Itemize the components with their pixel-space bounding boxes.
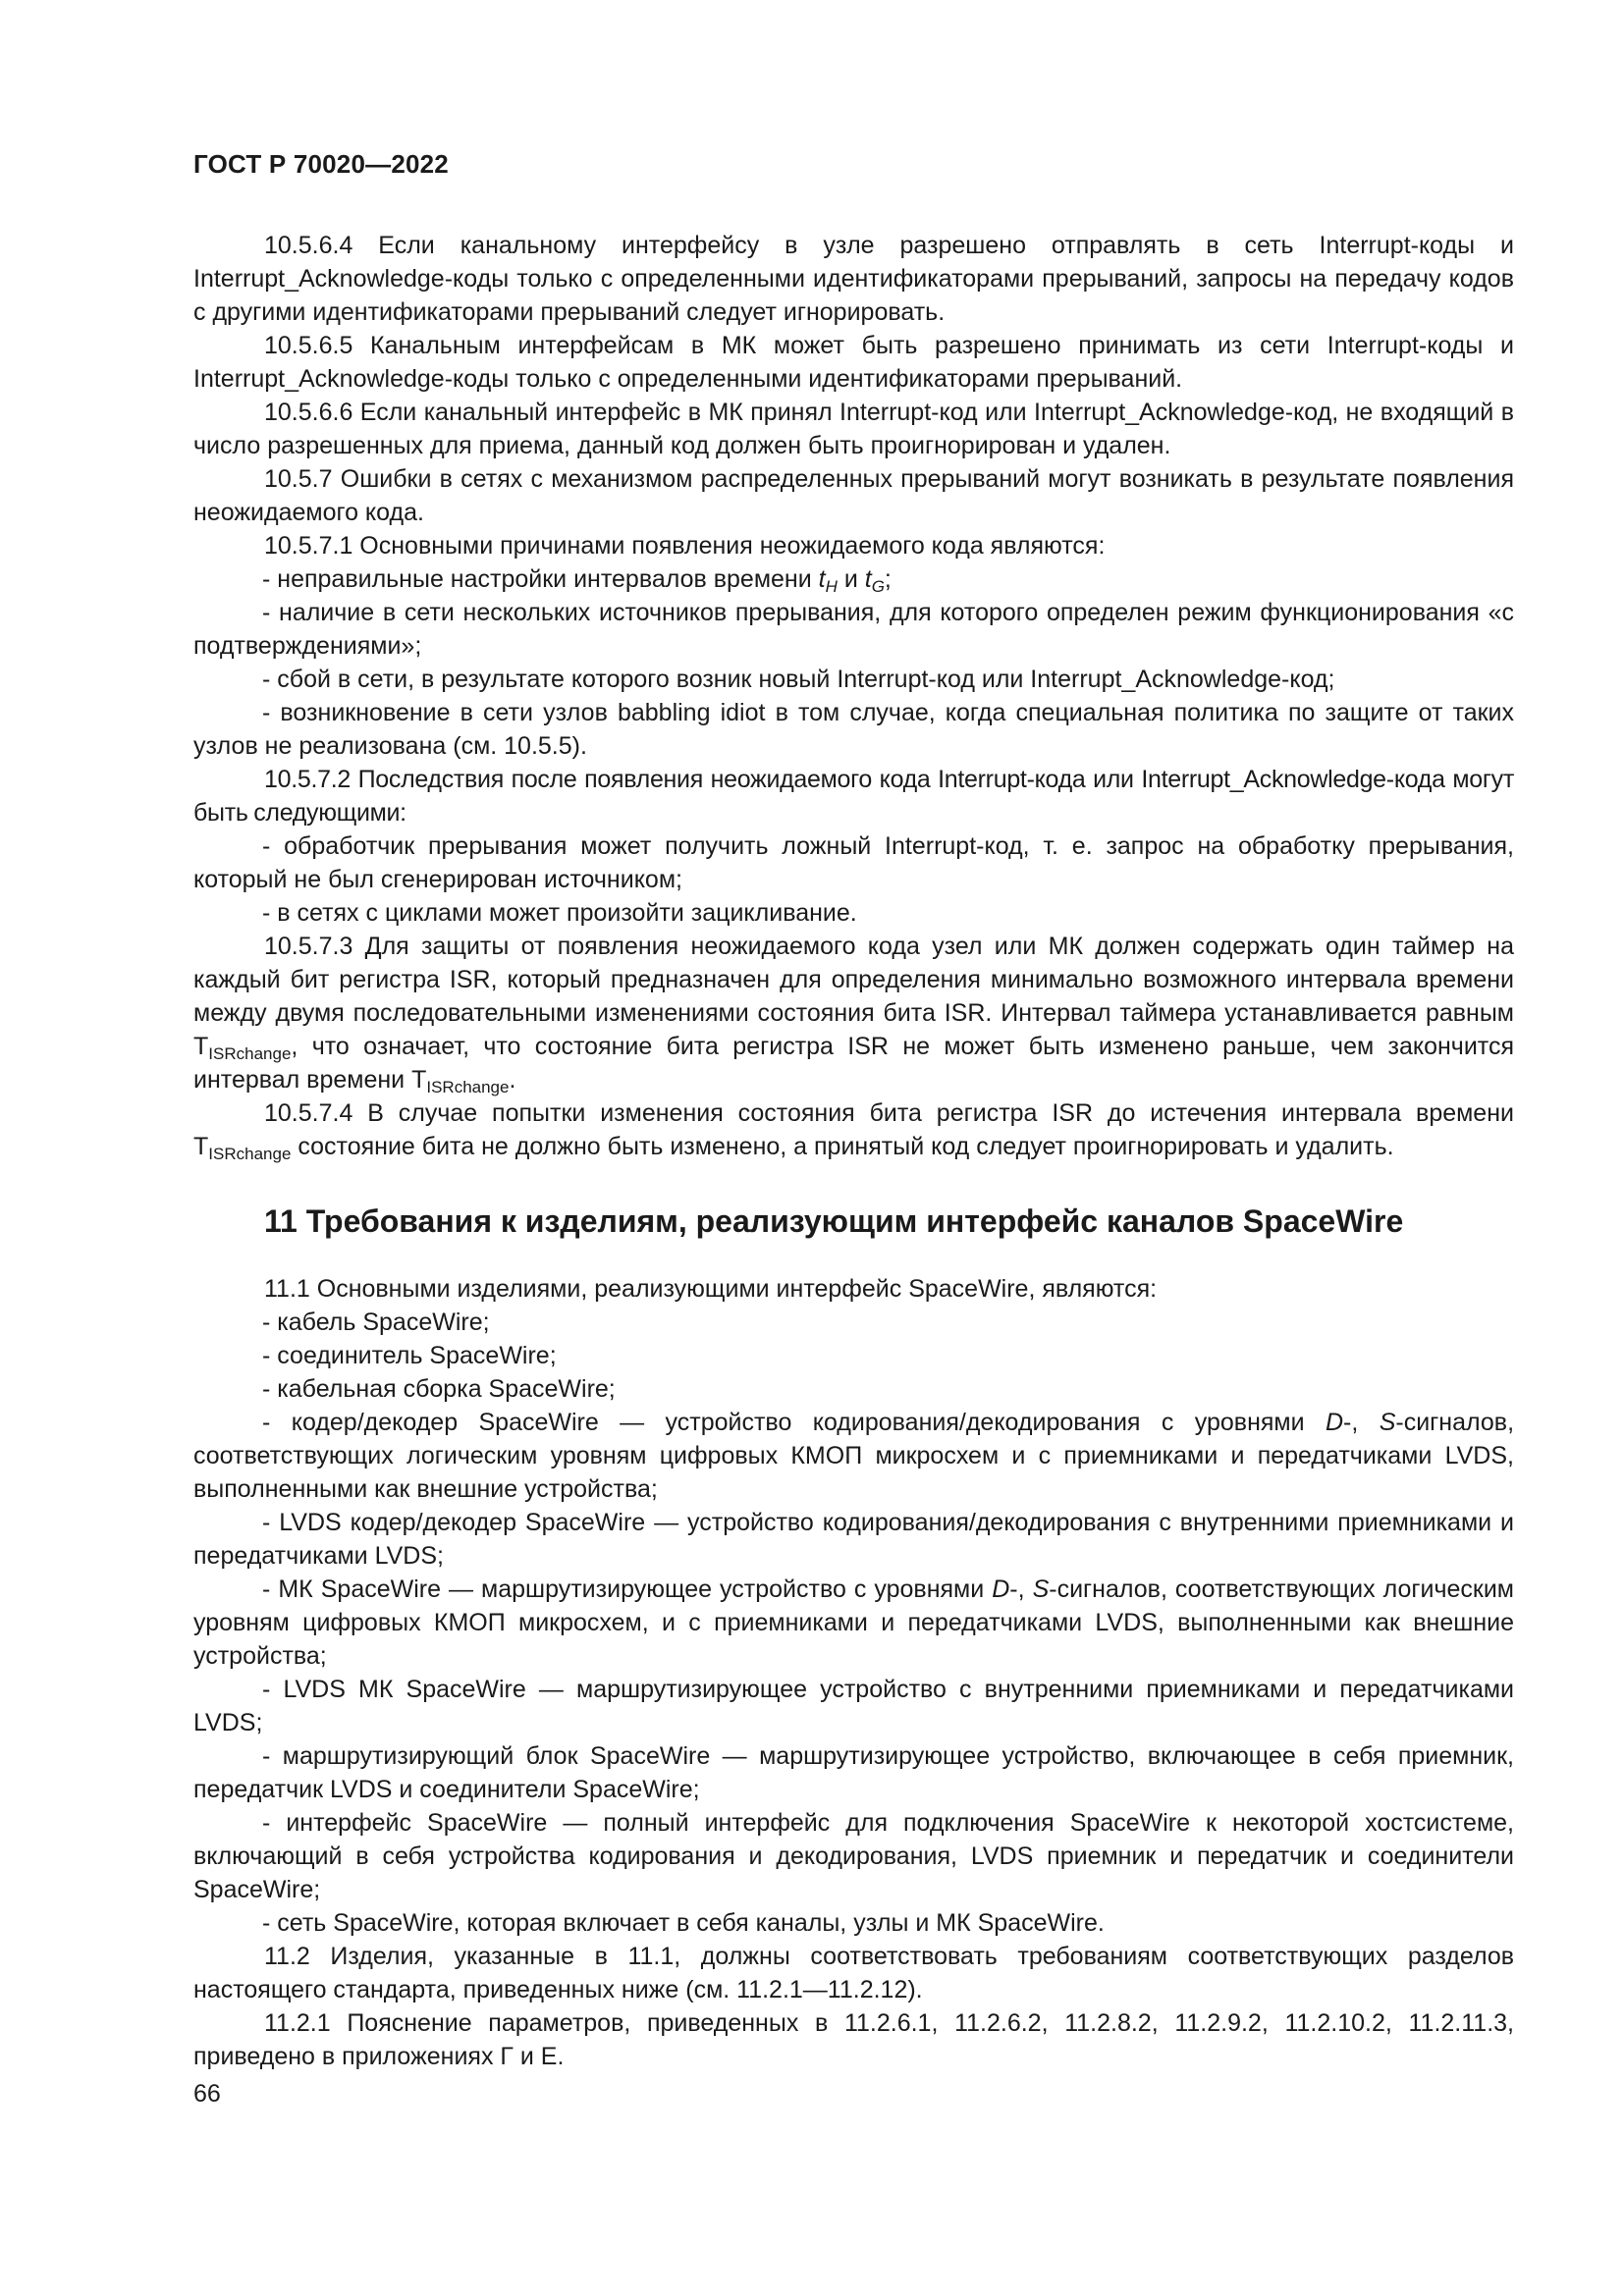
list-item-mk-spacewire: - МК SpaceWire — маршрутизирующее устройство с уровнями D-, S-сигналов, соответствующих логическим уровням цифровых КМОП микросхем, и с приемниками и передатчиками LVDS, выполненными как внешние устройства; [193,1575,1514,1670]
list-item-timing-settings: - неправильные настройки интервалов времени $t_H$ и $t_G$; [262,565,892,596]
list-item-connector: - соединитель SpaceWire; [262,1342,557,1369]
paragraph-10-5-7-1: 10.5.7.1 Основными причинами появления неожидаемого кода являются: [264,532,1106,560]
list-item-network-failure: - сбой в сети, в результате которого возник новый Interrupt-код или Interrupt_Acknowledge-код; [262,666,1335,693]
list-item-routing-block: - маршрутизирующий блок SpaceWire — маршрутизирующее устройство, включающее в себя приемник, передатчик LVDS и соединители SpaceWire; [193,1742,1514,1803]
page-body [193,229,1514,2073]
list-item-interface: - интерфейс SpaceWire — полный интерфейс для подключения SpaceWire к некоторой хостсистеме, включающий в себя устройства кодирования и декодирования, LVDS приемник и передатчик и соединители SpaceWire; [193,1809,1514,1903]
paragraph-10-5-6-4: 10.5.6.4 Если канальному интерфейсу в узле разрешено отправлять в сеть Interrupt-коды и Interrupt_Acknowledge-коды только с определенными идентификаторами прерываний, запросы на передачу кодов с другими идентификаторами прерываний следует игнорировать. [193,232,1514,326]
section-11-title: 11 Требования к изделиям, реализующим интерфейс каналов SpaceWire [264,1203,1404,1239]
paragraph-10-5-7: 10.5.7 Ошибки в сетях с механизмом распределенных прерываний могут возникать в результате появления неожидаемого кода. [193,465,1514,526]
paragraph-10-5-7-3: 10.5.7.3 Для защиты от появления неожидаемого кода узел или МК должен содержать один таймер на каждый бит регистра ISR, который предназначен для определения минимально возможного интервала времени между двумя последовательными изменениями состояния бита ISR. Интервал таймера устанавливается равным $T_{ISRchange}$, что означает, что состояние бита регистра ISR не может быть изменено раньше, чем закончится интервал времени $T_{ISRchange}$. [193,933,1514,1096]
list-item-cable-assembly: - кабельная сборка SpaceWire; [262,1375,616,1403]
list-item-network: - сеть SpaceWire, которая включает в себя каналы, узлы и МК SpaceWire. [262,1909,1105,1937]
paragraph-11-2: 11.2 Изделия, указанные в 11.1, должны соответствовать требованиям соответствующих разделов настоящего стандарта, приведенных ниже (см. 11.2.1—11.2.12). [193,1943,1514,2003]
paragraph-11-2-1: 11.2.1 Пояснение параметров, приведенных в 11.2.6.1, 11.2.6.2, 11.2.8.2, 11.2.9.2, 11.2.10.2, 11.2.11.3, приведено в приложениях Г и Е. [193,2009,1514,2070]
list-item-false-interrupt: - обработчик прерывания может получить ложный Interrupt-код, т. е. запрос на обработку прерывания, который не был сгенерирован источником; [193,832,1514,893]
list-item-babbling-idiot: - возникновение в сети узлов babbling idiot в том случае, когда специальная политика по защите от таких узлов не реализована (см. 10.5.5). [193,699,1514,760]
list-item-coder-decoder: - кодер/декодер SpaceWire — устройство кодирования/декодирования с уровнями D-, S-сигналов, соответствующих логическим уровням цифровых КМОП микросхем и с приемниками и передатчиками LVDS, выполненными как внешние устройства; [193,1409,1515,1503]
list-item-looping: - в сетях с циклами может произойти зацикливание. [262,899,857,927]
document-header: ГОСТ Р 70020—2022 [193,149,449,179]
paragraph-10-5-7-4: 10.5.7.4 В случае попытки изменения состояния бита регистра ISR до истечения интервала времени $T_{ISRchange}$ состояние бита не должно быть изменено, а принятый код следует проигнорировать и удалить. [193,1099,1514,1163]
list-item-multiple-sources: - наличие в сети нескольких источников прерывания, для которого определен режим функционирования «с подтверждениями»; [193,599,1514,660]
paragraph-10-5-6-6: 10.5.6.6 Если канальный интерфейс в МК принял Interrupt-код или Interrupt_Acknowledge-код, не входящий в число разрешенных для приема, данный код должен быть проигнорирован и удален. [193,399,1514,459]
paragraph-11-1: 11.1 Основными изделиями, реализующими интерфейс SpaceWire, являются: [264,1275,1158,1303]
paragraph-10-5-6-5: 10.5.6.5 Канальным интерфейсам в МК может быть разрешено принимать из сети Interrupt-коды и Interrupt_Acknowledge-коды только с определенными идентификаторами прерываний. [193,332,1514,393]
page-number: 66 [193,2080,221,2108]
list-item-cable: - кабель SpaceWire; [262,1308,490,1336]
list-item-lvds-mk: - LVDS МК SpaceWire — маршрутизирующее устройство с внутренними приемниками и передатчиками LVDS; [193,1676,1514,1736]
list-item-lvds-coder-decoder: - LVDS кодер/декодер SpaceWire — устройство кодирования/декодирования с внутренними приемниками и передатчиками LVDS; [193,1509,1514,1570]
paragraph-10-5-7-2: 10.5.7.2 Последствия после появления неожидаемого кода Interrupt-кода или Interrupt_Acknowledge-кода могут быть следующими: [193,766,1514,827]
